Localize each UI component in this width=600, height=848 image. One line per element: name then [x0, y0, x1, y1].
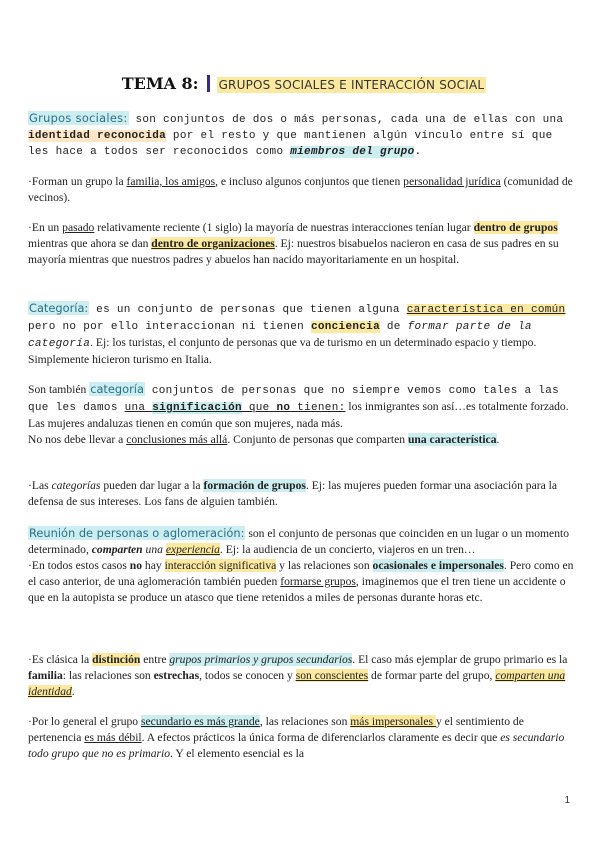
- paragraph-distincion: ·Es clásica la distinción entre grupos primarios y grupos secundarios. El caso más ejemplar de grupo primario es la familia: las relaciones son estrechas, todos se conocen y son conscientes de formar parte del grupo, comparten una identidad.: [28, 653, 568, 698]
- paragraph-pasado: ·En un pasado relativamente reciente (1 siglo) la mayoría de nuestras interacciones tenían lugar dentro de grupos mientras que ahora se dan dentro de organizaciones. Ej: nuestros bisabuelos nacieron en casa de sus padres en su mayoría mientras que nuestros padres y abuelos han nacido mayoritariamente en un hospital.: [28, 221, 559, 266]
- paragraph-categoria: Categoría: es un conjunto de personas que tienen alguna característica en común pero no por ello interaccionan ni tienen conciencia de formar parte de la categoría. Ej: los turistas, el conjunto de personas que va de turismo en un determinado espacio y tiempo. Simplemente hicieron turismo en Italia.: [28, 301, 566, 366]
- paragraph-aglomeracion: Reunión de personas o aglomeración: son el conjunto de personas que coinciden en un lugar o un momento determinado, comparten una experiencia. Ej: la audiencia de un concierto, viajeros en un tren… ·En todos estos casos no hay interacción significativa y las relaciones son ocasionales e impersonales. Pero como en el caso anterior, de una aglomeración también pueden formarse grupos, imaginemos que el tren tiene un accidente o que en la autopista se produce un atasco que tiene retenidos a miles de personas durante horas etc.: [28, 526, 574, 604]
- term-label: Reunión de personas o aglomeración:: [29, 526, 245, 540]
- paragraph-categorias-grupos: ·Las categorías pueden dar lugar a la formación de grupos. Ej: las mujeres pueden formar una asociación para la defensa de sus intereses. Los fans de alguien también.: [28, 479, 557, 508]
- term-label: Categoría:: [29, 301, 89, 315]
- page-number: 1: [564, 795, 570, 806]
- term-label: categoría: [90, 382, 144, 396]
- title-subtitle: GRUPOS SOCIALES E INTERACCIÓN SOCIAL: [218, 78, 485, 92]
- key-term: identidad reconocida: [28, 130, 167, 142]
- term-label: Grupos sociales:: [29, 111, 128, 125]
- key-term: miembros del grupo: [290, 146, 415, 158]
- page-title: [28, 74, 580, 94]
- paragraph-grupos-sociales: Grupos sociales: son conjuntos de dos o más personas, cada una de ellas con una identidad reconocida por el resto y que mantienen algún vínculo entre sí que les hace a todos ser reconocidos como miembros del grupo.: [28, 111, 564, 158]
- paragraph-forman: ·Forman un grupo la familia, los amigos, e incluso algunos conjuntos que tienen personalidad jurídica (comunidad de vecinos).: [28, 175, 573, 204]
- title-divider: [207, 75, 210, 92]
- paragraph-secundario: ·Por lo general el grupo secundario es más grande, las relaciones son más impersonales y el sentimiento de pertenencia es más débil. A efectos prácticos la única forma de diferenciarlos claramente es decir que es secundario todo grupo que no es primario. Y el elemento esencial es la: [28, 715, 565, 760]
- title-tema: TEMA 8:: [121, 74, 199, 93]
- paragraph-categoria-2: Son también categoría conjuntos de personas que no siempre vemos como tales a las que les damos una significación que no tienen: los inmigrantes son así…es totalmente forzado. Las mujeres andaluzas tienen en común que son mujeres, nada más. No nos debe llevar a conclusiones más allá. Conjunto de personas que comparten una característica.: [28, 382, 569, 446]
